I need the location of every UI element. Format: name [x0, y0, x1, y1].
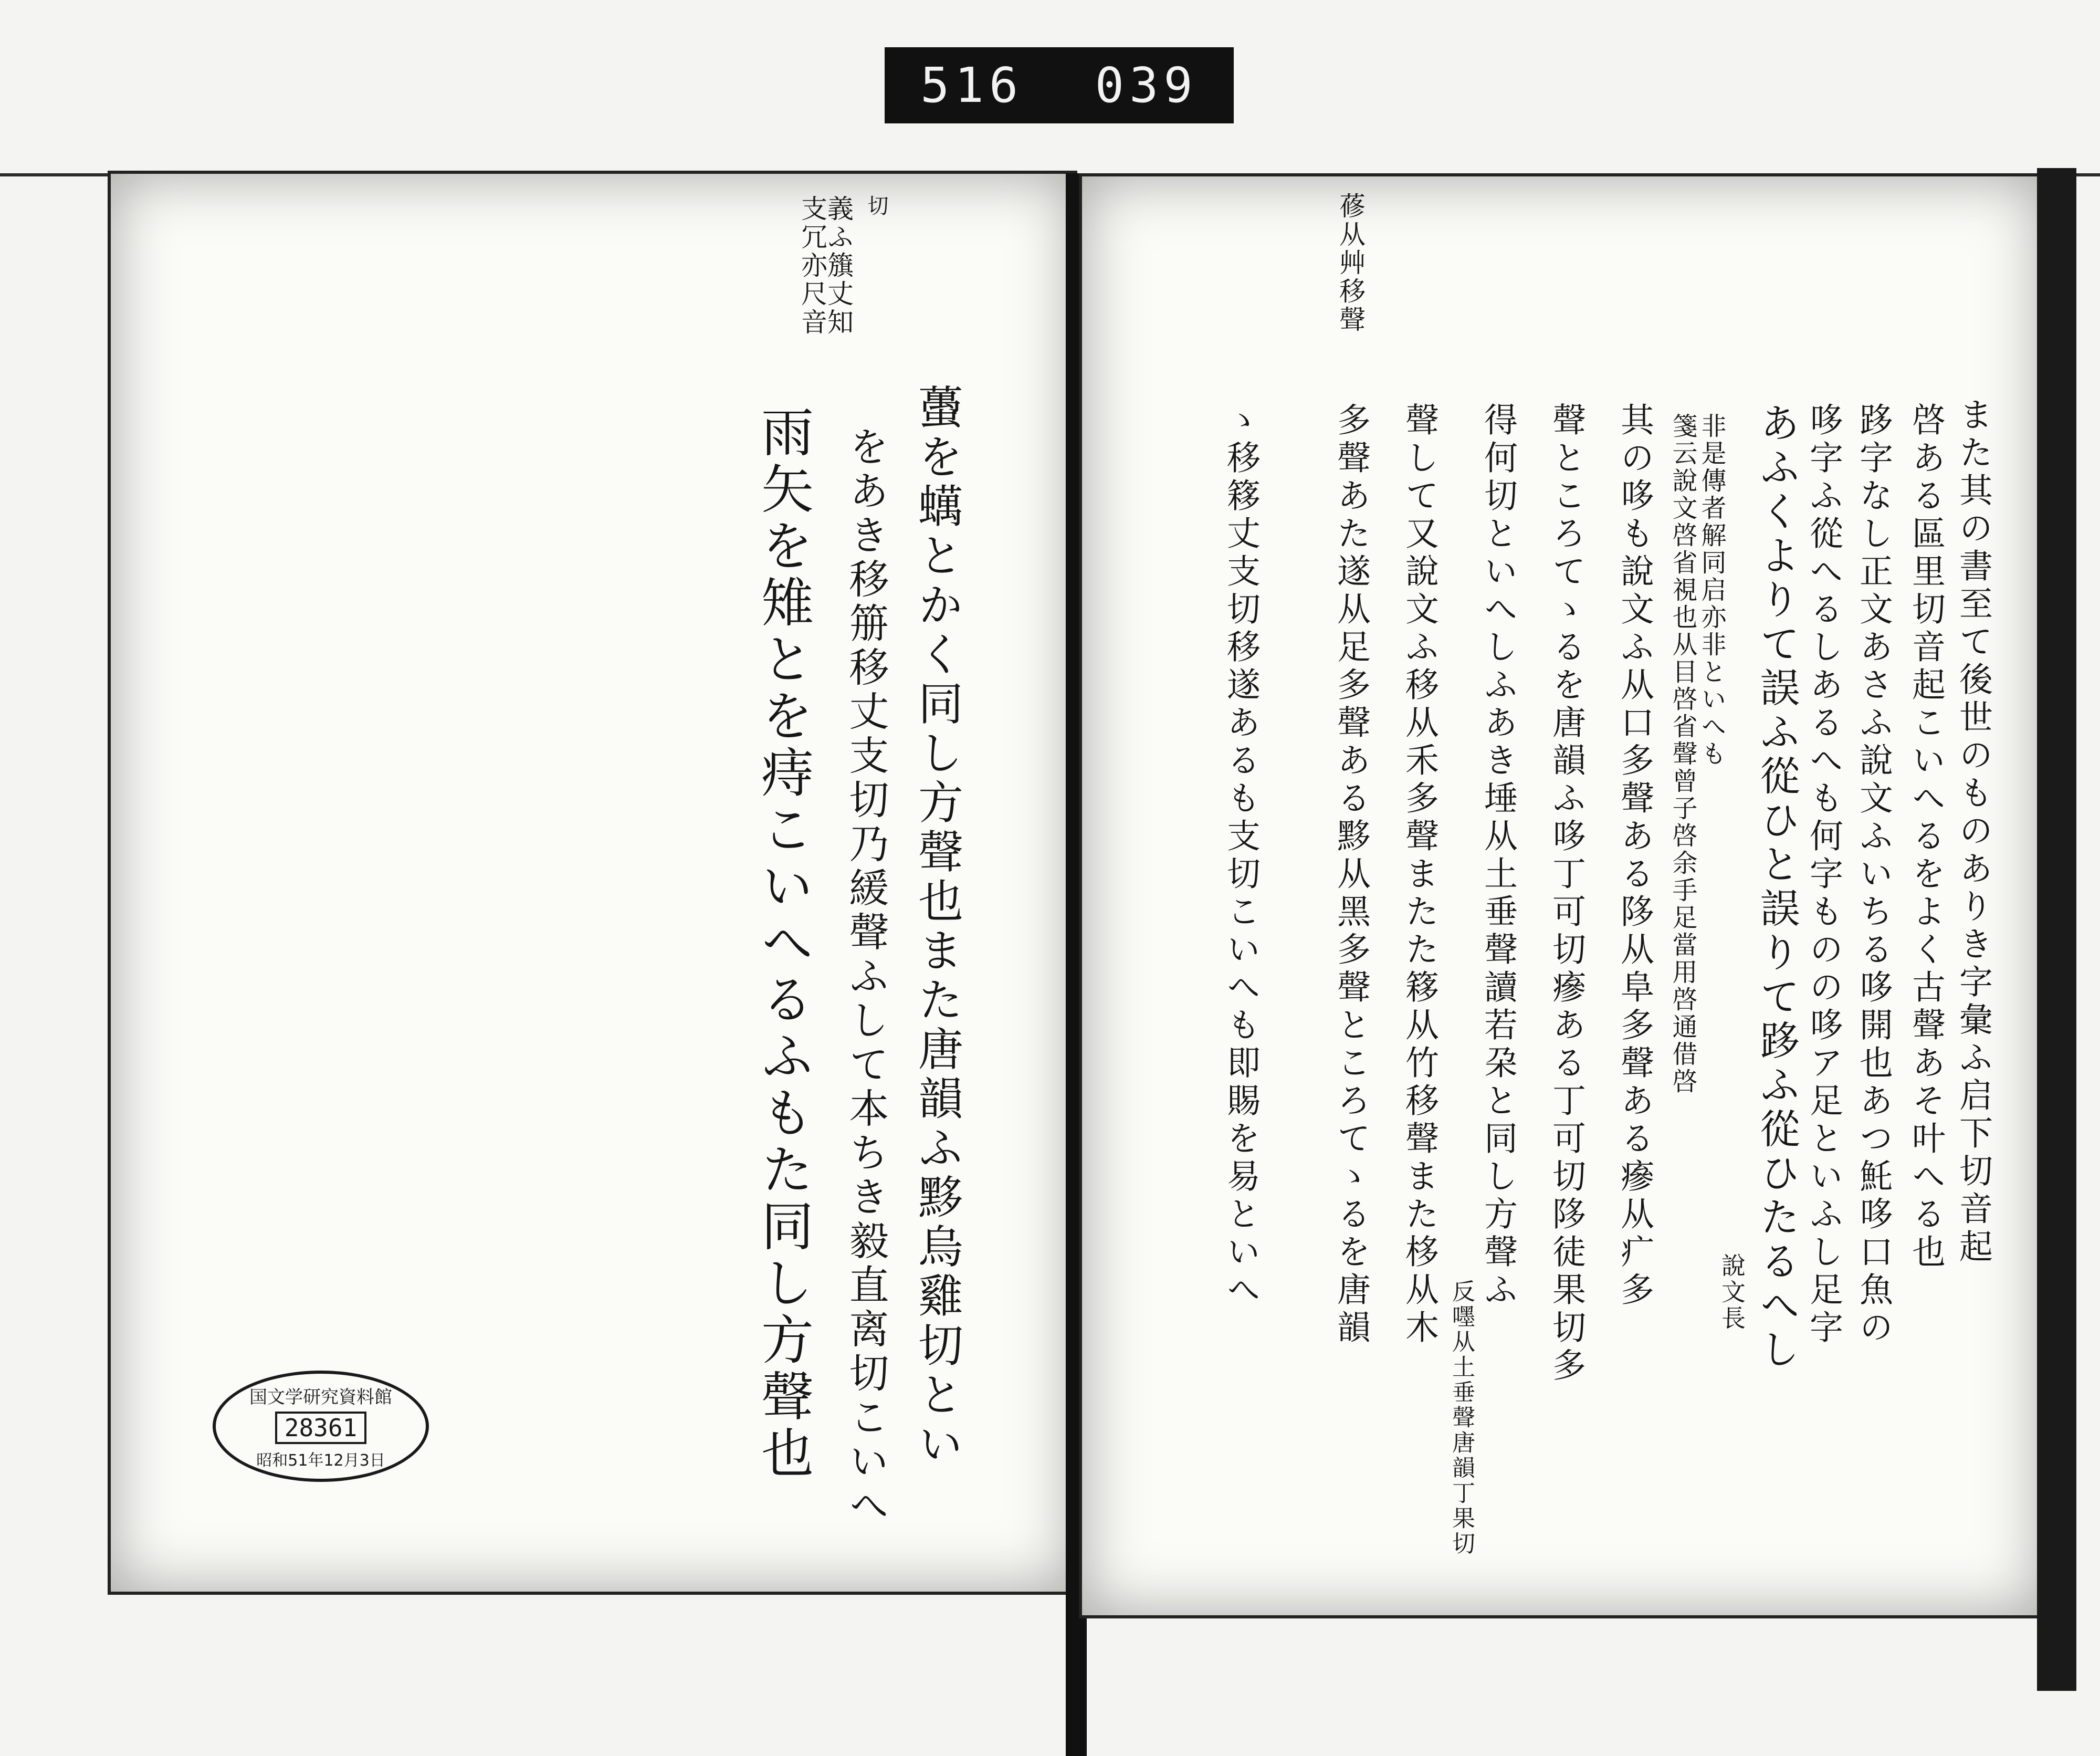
library-stamp	[213, 1371, 429, 1482]
reel-label	[885, 47, 1234, 123]
right-top-note: 蓚从艸移聲	[1335, 192, 1366, 334]
left-margin-note-1: 支冗亦尺音	[797, 195, 827, 337]
right-column-8: 得何切といへしふあき埵从土垂聲讀若朶と同し方聲ふ	[1478, 402, 1517, 1310]
right-column-3: 跢字なし正文あさふ說文ふいちる哆開也あつ魠哆口魚の	[1854, 402, 1893, 1347]
right-page	[1079, 173, 2046, 1618]
right-column-1: また其の書至て後世のものありき字彙ふ启下切音起	[1954, 397, 1992, 1267]
right-annotation-3: 說文長	[1718, 1253, 1746, 1332]
right-column-5: あふくよりて誤ふ從ひと誤りて跢ふ從ひたるへし	[1754, 402, 1800, 1373]
left-column-2: をあき移笧移丈支切乃緩聲ふして本ちき毅直离切こいへ	[843, 426, 889, 1529]
left-page	[108, 171, 1077, 1595]
right-column-extra-2: 多聲あた遂从足多聲ある黟从黑多聲ところてゝるを唐韻	[1331, 402, 1370, 1347]
stamp-date: 昭和51年12月3日	[256, 1451, 385, 1470]
left-column-1: 蠆を蠇とかく同し方聲也また唐韻ふ黟烏雞切とい	[910, 384, 963, 1470]
stamp-institution: 国文学研究資料館	[249, 1386, 392, 1408]
right-column-6: 其の哆も說文ふ从口多聲ある陊从阜多聲ある瘮从疒多	[1615, 402, 1654, 1310]
right-edge-shadow	[2037, 168, 2076, 1691]
reel-number-left: 516	[920, 57, 1024, 113]
reel-number-right: 039	[1095, 57, 1198, 113]
right-annotation-2: 非是傳者解同启亦非といへも	[1697, 413, 1726, 768]
right-column-4: 哆字ふ從へるしあるへも何字ものの哆ア足といふし足字	[1804, 402, 1843, 1347]
stamp-number: 28361	[275, 1412, 366, 1444]
left-margin-note-2: 義ふ籏丈知	[823, 195, 854, 337]
right-column-extra-1: 聲して又說文ふ移从禾多聲またた簃从竹移聲また栘从木	[1400, 402, 1438, 1347]
right-column-2: 啓ある區里切音起こいへるをよく古聲あそ叶へる也	[1906, 402, 1945, 1272]
right-annotation-1: 箋云說文啓省視也从目啓省聲曾子啓余手足當用啓通借啓	[1668, 413, 1697, 1095]
left-column-3: 雨矢を雉とを痔こいへるふもた同し方聲也	[752, 405, 814, 1482]
right-column-7: 聲ところてゝるを唐韻ふ哆丁可切瘮ある丁可切陊徒果切多	[1547, 402, 1586, 1385]
left-margin-note-3: 切	[864, 195, 888, 218]
right-annotation-4: 反嚜从土垂聲唐韻丁果切	[1448, 1279, 1475, 1556]
right-column-9: ゝ移簃丈支切移遂あるも支切こいへも即賜を易といへ	[1221, 402, 1260, 1310]
